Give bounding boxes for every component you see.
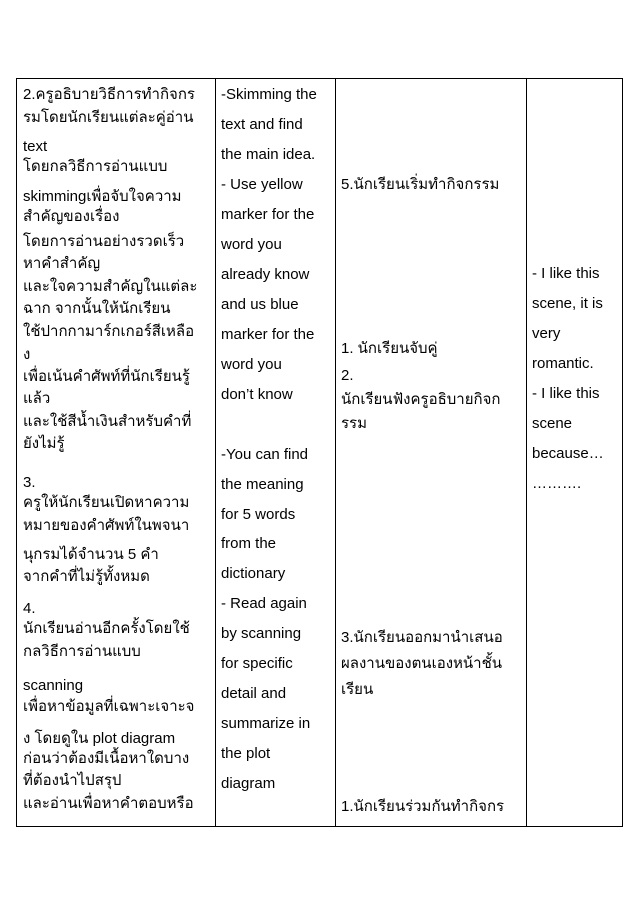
cell-line: รมโดยนักเรียนแต่ละคู่อ่าน	[23, 109, 194, 126]
cell-line: 2.	[341, 367, 354, 384]
cell-line: และอ่านเพื่อหาคำตอบหรือ	[23, 795, 194, 812]
cell-line: เพื่อหาข้อมูลที่เฉพาะเจาะจ	[23, 698, 195, 715]
cell-line: 1.นักเรียนร่วมกันทำกิจกร	[341, 798, 505, 815]
cell-line: dictionary	[221, 565, 286, 582]
cell-line: already know	[221, 266, 310, 283]
cell-line: ครูให้นักเรียนเปิดหาความ	[23, 494, 190, 511]
sample-response-column	[532, 79, 622, 826]
cell-line: for 5 words	[221, 506, 296, 523]
cell-line: หมายของคำศัพท์ในพจนา	[23, 517, 190, 534]
cell-line: diagram	[221, 775, 276, 792]
cell-line: ที่ต้องนำไปสรุป	[23, 772, 122, 789]
cell-line: 3.นักเรียนออกมานำเสนอ	[341, 629, 503, 646]
cell-line: summarize in	[221, 715, 311, 732]
cell-line: for specific	[221, 655, 293, 672]
cell-line: text and find	[221, 116, 303, 133]
cell-line: 4.	[23, 600, 36, 617]
cell-line: from the	[221, 535, 277, 552]
cell-line: และใจความสำคัญในแต่ละ	[23, 278, 198, 295]
cell-line: scene	[532, 415, 573, 432]
cell-line: scanning	[23, 677, 84, 694]
cell-line: เรียน	[341, 681, 374, 698]
cell-line: the plot	[221, 745, 271, 762]
cell-line: because…	[532, 445, 604, 462]
cell-line: เพื่อเน้นคำศัพท์ที่นักเรียนรู้	[23, 368, 190, 385]
cell-line: - I like this	[532, 385, 600, 402]
cell-line: ผลงานของตนเองหน้าชั้น	[341, 655, 503, 672]
cell-line: ยังไม่รู้	[23, 435, 65, 452]
cell-line: 5.นักเรียนเริ่มทำกิจกรรม	[341, 176, 500, 193]
teacher-procedure-column	[23, 79, 213, 826]
cell-line: นักเรียนฟังครูอธิบายกิจก	[341, 391, 501, 408]
cell-line: ……….	[532, 475, 582, 492]
cell-line: scene, it is	[532, 295, 603, 312]
cell-line: ง	[23, 346, 31, 363]
cell-line: 1. นักเรียนจับคู่	[341, 340, 438, 357]
cell-line: ง โดยดูใน plot diagram	[23, 730, 176, 747]
cell-line: very	[532, 325, 561, 342]
cell-line: - Read again	[221, 595, 307, 612]
column-divider-2	[335, 79, 336, 826]
cell-line: นุกรมได้จำนวน 5 คำ	[23, 546, 159, 563]
cell-line: -You can find	[221, 446, 309, 463]
cell-line: ก่อนว่าต้องมีเนื้อหาใดบาง	[23, 750, 190, 767]
cell-line: แล้ว	[23, 390, 51, 407]
column-divider-1	[215, 79, 216, 826]
cell-line: - Use yellow	[221, 176, 303, 193]
cell-line: the main idea.	[221, 146, 316, 163]
column-divider-3	[526, 79, 527, 826]
cell-line: โดยการอ่านอย่างรวดเร็ว	[23, 233, 185, 250]
cell-line: marker for the	[221, 206, 315, 223]
cell-line: detail and	[221, 685, 287, 702]
cell-line: หาคำสำคัญ	[23, 255, 101, 272]
cell-line: ฉาก จากนั้นให้นักเรียน	[23, 300, 171, 317]
cell-line: marker for the	[221, 326, 315, 343]
cell-line: โดยกลวิธีการอ่านแบบ	[23, 158, 168, 175]
cell-line: สำคัญของเรื่อง	[23, 208, 120, 225]
cell-line: word you	[221, 356, 282, 373]
cell-line: romantic.	[532, 355, 594, 372]
student-activity-column	[341, 79, 525, 826]
cell-line: by scanning	[221, 625, 302, 642]
cell-line: รรม	[341, 415, 368, 432]
cell-line: word you	[221, 236, 282, 253]
cell-line: 2.ครูอธิบายวิธีการทำกิจกร	[23, 86, 195, 103]
cell-line: don’t know	[221, 386, 293, 403]
cell-line: นักเรียนอ่านอีกครั้งโดยใช้	[23, 620, 190, 637]
cell-line: กลวิธีการอ่านแบบ	[23, 643, 141, 660]
cell-line: - I like this	[532, 265, 600, 282]
cell-line: text	[23, 138, 48, 155]
cell-line: skimmingเพื่อจับใจความ	[23, 188, 182, 205]
cell-line: -Skimming the	[221, 86, 317, 103]
cell-line: และใช้สีน้ำเงินสำหรับคำที่	[23, 413, 192, 430]
lesson-plan-table	[16, 78, 623, 827]
instructions-column	[221, 79, 333, 826]
cell-line: and us blue	[221, 296, 299, 313]
cell-line: 3.	[23, 474, 36, 491]
cell-line: the meaning	[221, 476, 304, 493]
cell-line: จากคำที่ไม่รู้ทั้งหมด	[23, 568, 150, 585]
cell-line: ใช้ปากกามาร์กเกอร์สีเหลือ	[23, 323, 195, 340]
